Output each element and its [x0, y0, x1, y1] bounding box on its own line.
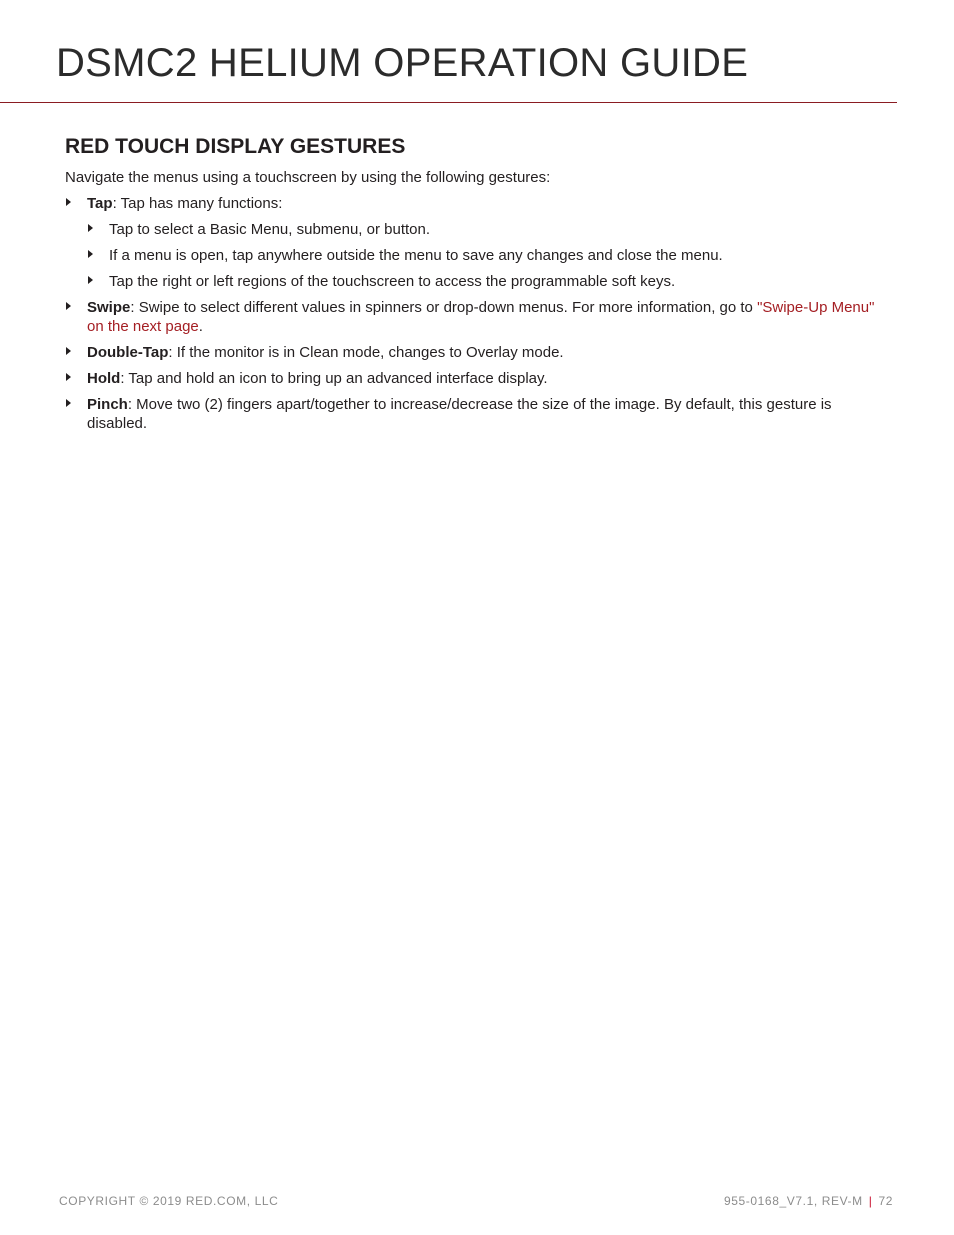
term-double-tap: Double-Tap — [87, 344, 169, 361]
bullet-arrow-icon — [66, 373, 71, 381]
description-pinch: : Move two (2) fingers apart/together to increase/decrease the size of the image. By default, this gesture is disabled. — [87, 396, 832, 432]
list-item-hold — [65, 369, 880, 388]
swipe-up-menu-link[interactable]: "Swipe-Up Menu" on the next page — [87, 299, 875, 335]
description-tap: : Tap has many functions: — [112, 195, 283, 212]
description-swipe: : Swipe to select different values in spinners or drop-down menus. For more information, go to — [130, 299, 758, 316]
list-item-double-tap — [65, 343, 880, 362]
term-tap: Tap — [87, 195, 113, 212]
term-swipe: Swipe — [87, 299, 131, 316]
list-item-pinch — [65, 395, 880, 433]
intro-paragraph: Navigate the menus using a touchscreen by using the following gestures: — [65, 169, 551, 186]
term-pinch: Pinch — [87, 396, 128, 413]
sub-list-item — [87, 220, 880, 239]
tap-sublist — [87, 220, 880, 291]
section-heading: RED TOUCH DISPLAY GESTURES — [65, 135, 406, 158]
sub-list-item — [87, 272, 880, 291]
bullet-arrow-icon — [66, 302, 71, 310]
description-hold: : Tap and hold an icon to bring up an advanced interface display. — [120, 370, 548, 387]
footer-copyright: COPYRIGHT © 2019 RED.COM, LLC — [59, 1194, 279, 1208]
bullet-arrow-icon — [66, 399, 71, 407]
gesture-list — [65, 194, 880, 433]
description-swipe-end: . — [198, 318, 203, 335]
document-title: DSMC2 HELIUM OPERATION GUIDE — [56, 41, 749, 85]
bullet-arrow-icon — [66, 347, 71, 355]
title-divider — [0, 102, 897, 103]
bullet-arrow-icon — [88, 224, 93, 232]
sub-item-text: Tap the right or left regions of the touchscreen to access the programmable soft keys. — [109, 273, 676, 290]
term-hold: Hold — [87, 370, 121, 387]
bullet-arrow-icon — [88, 250, 93, 258]
list-item-swipe — [65, 298, 880, 336]
footer-separator: | — [868, 1194, 873, 1208]
sub-list-item — [87, 246, 880, 265]
bullet-arrow-icon — [88, 276, 93, 284]
sub-item-text: If a menu is open, tap anywhere outside the menu to save any changes and close the menu. — [109, 247, 723, 264]
description-double-tap: : If the monitor is in Clean mode, changes to Overlay mode. — [168, 344, 564, 361]
bullet-arrow-icon — [66, 198, 71, 206]
footer-doc-id: 955-0168_V7.1, REV-M — [723, 1194, 863, 1208]
sub-item-text: Tap to select a Basic Menu, submenu, or button. — [109, 221, 431, 238]
page-number: 72 — [878, 1194, 893, 1208]
footer-page-info — [724, 1194, 893, 1208]
list-item-tap — [65, 194, 880, 291]
main-content — [65, 134, 880, 440]
